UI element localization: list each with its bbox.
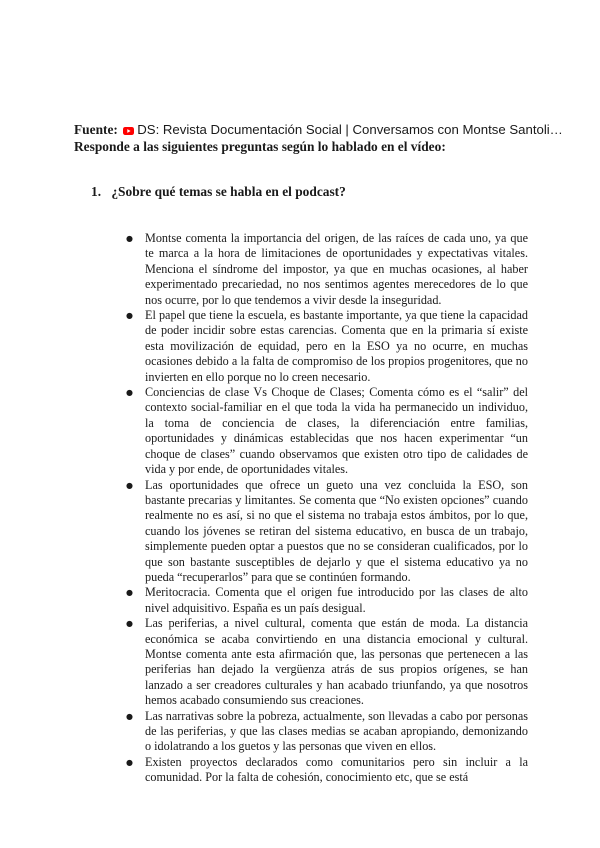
list-item: ● Las oportunidades que ofrece un gueto una vez concluida la ESO, son bastante precarias y limitantes. Se comenta que “No existen opciones” cuando realmente no es así, si no que el sistema no trabaja estos ámbitos, por lo que, cuando los jóvenes se retiran del sistema educativo, en busca de un trabajo, simplemente pueden optar a puestos que no se consideran cualificados, por lo que son bastante susceptibles de dejarlo y que el sistema educativo ya no pueda “recuperarlos” para que se continúen formando. [145,478,528,586]
list-item: ● El papel que tiene la escuela, es bastante importante, ya que tiene la capacidad de poder incidir sobre estas carencias. Comenta que en la primaria sí existe esta movilización de equidad, pero en la ESO ya no ocurre, en muchas ocasiones debido a la falta de compromiso de los propios progenitores, que no invierten en ello porque no lo creen necesario. [145,308,528,385]
youtube-icon [123,122,134,139]
list-item: ● Las periferias, a nivel cultural, comenta que están de moda. La distancia económica se acaba convirtiendo en una distancia emocional y cultural. Montse comenta ante esta afirmación que, las personas que pertenecen a las periferias han dejado la vergüenza atrás de sus propios orígenes, se han lanzado a ser creadores culturales y han acabado triunfando, ya que nosotros hemos acabado consumiendo sus creaciones. [145,616,528,708]
instruction-text: Responde a las siguientes preguntas según lo hablado en el vídeo: [74,139,446,154]
source-line [74,121,563,139]
question-number: 1. [91,184,102,199]
list-item: ● Conciencias de clase Vs Choque de Clases; Comenta cómo es el “salir” del contexto social-familiar en el que toda la vida ha permanecido un individuo, la toma de conciencia de clases, la diferenciación entre familias, oportunidades y dinámicas establecidas que nos hacen experimentar “un choque de clases” cuando observamos que existen otro tipo de calidades de vida y por ende, de oportunidades vitales. [145,385,528,477]
list-item: ● Las narrativas sobre la pobreza, actualmente, son llevadas a cabo por personas de las periferias, y que las clases medias se acaban apropiando, demonizando o idolatrando a los guetos y las personas que viven en ellos. [145,709,528,755]
list-item: ● Existen proyectos declarados como comunitarios pero sin incluir a la comunidad. Por la falta de cohesión, conocimiento etc, que se está [145,755,528,786]
source-video-link[interactable]: DS: Revista Documentación Social | Conversamos con Montse Santoli… [137,122,563,137]
question-heading [91,183,346,200]
source-label: Fuente: [74,122,118,137]
list-item: ● Montse comenta la importancia del origen, de las raíces de cada uno, ya que te marca a la hora de limitaciones de oportunidades y expectativas vitales. Menciona el síndrome del impostor, ya que en muchas ocasiones, al haber experimentado precariedad, no nos sentimos agentes merecedores de lo que nos ocurre, por lo que tendemos a vivir desde la inseguridad. [145,231,528,308]
answer-bullet-list [145,231,528,786]
question-text: ¿Sobre qué temas se habla en el podcast? [111,184,346,199]
list-item: ● Meritocracia. Comenta que el origen fue introducido por las clases de alto nivel adquisitivo. España es un país desigual. [145,585,528,616]
